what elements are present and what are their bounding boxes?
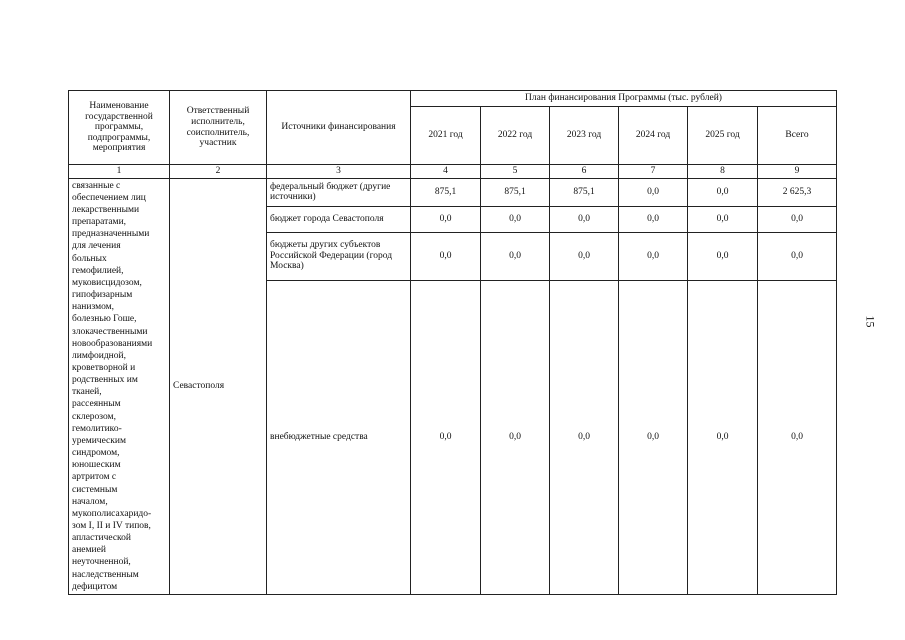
financing-plan-table: [68, 90, 837, 595]
header-responsible: Ответственный исполнитель, соисполнитель, участник: [170, 91, 267, 165]
program-name-line: лекарственными: [72, 204, 140, 215]
column-number: 8: [688, 165, 758, 179]
program-name-line: апластической: [72, 533, 131, 544]
value-cell: 0,0: [688, 232, 758, 280]
program-name-line: для лечения: [72, 241, 121, 252]
program-name-line: больных: [72, 253, 107, 264]
program-name-line: злокачественными: [72, 326, 148, 337]
column-number: 4: [411, 165, 481, 179]
program-name-line: родственных им: [72, 375, 138, 386]
page-number: 15: [863, 315, 878, 328]
program-name-line: предназначенными: [72, 229, 150, 240]
program-name-line: уремическим: [72, 435, 126, 446]
funding-source-cell: внебюджетные средства: [267, 280, 411, 594]
value-cell: 0,0: [550, 232, 619, 280]
value-cell: 0,0: [481, 280, 550, 594]
program-name-line: муковисцидозом,: [72, 277, 142, 288]
column-number: 2: [170, 165, 267, 179]
program-name-line: новообразованиями: [72, 338, 153, 349]
program-name-line: гипофизарным: [72, 290, 133, 301]
program-name-line: нанизмом,: [72, 302, 115, 313]
value-cell: 875,1: [411, 178, 481, 206]
funding-source-cell: федеральный бюджет (другие источники): [267, 178, 411, 206]
header-year: 2022 год: [481, 107, 550, 165]
value-cell: 0,0: [688, 178, 758, 206]
value-cell: 0,0: [688, 280, 758, 594]
value-cell: 0,0: [619, 232, 688, 280]
column-number: 5: [481, 165, 550, 179]
header-total: Всего: [758, 107, 837, 165]
program-name-line: кроветворной и: [72, 362, 136, 373]
value-cell: 0,0: [688, 206, 758, 232]
value-cell: 0,0: [411, 232, 481, 280]
program-name-line: гемолитико-: [72, 423, 122, 434]
header-year: 2025 год: [688, 107, 758, 165]
program-name-line: рассеянным: [72, 399, 121, 410]
value-cell: 0,0: [411, 206, 481, 232]
program-name-line: системным: [72, 484, 118, 495]
value-cell: 0,0: [411, 280, 481, 594]
program-name-line: обеспечением лиц: [72, 192, 146, 203]
header-plan-title: План финансирования Программы (тыс. рублей): [411, 91, 837, 107]
column-number: 9: [758, 165, 837, 179]
value-cell: 0,0: [619, 178, 688, 206]
program-name-line: анемией: [72, 545, 106, 556]
column-number: 3: [267, 165, 411, 179]
program-name-line: неуточненной,: [72, 557, 131, 568]
table-row: [69, 178, 837, 206]
program-name-line: синдромом,: [72, 448, 120, 459]
value-cell: 875,1: [481, 178, 550, 206]
program-name-line: гемофилией,: [72, 265, 124, 276]
value-cell: 875,1: [550, 178, 619, 206]
program-name-line: мукополисахаридо-: [72, 508, 152, 519]
program-name-line: зом I, II и IV типов,: [72, 521, 151, 531]
value-cell: 0,0: [550, 206, 619, 232]
value-cell: 0,0: [481, 206, 550, 232]
total-cell: 0,0: [758, 280, 837, 594]
program-name-line: препаратами,: [72, 217, 127, 228]
responsible-cell: Севастополя: [170, 178, 267, 594]
header-year: 2021 год: [411, 107, 481, 165]
program-name-line: юношеским: [72, 460, 121, 471]
value-cell: 0,0: [481, 232, 550, 280]
program-name-line: дефицитом: [72, 581, 118, 592]
funding-source-cell: бюджет города Севастополя: [267, 206, 411, 232]
column-number: 7: [619, 165, 688, 179]
funding-source-cell: бюджеты других субъектов Российской Федерации (город Москва): [267, 232, 411, 280]
value-cell: 0,0: [619, 280, 688, 594]
value-cell: 0,0: [550, 280, 619, 594]
program-name-line: тканей,: [72, 387, 102, 398]
program-name-line: лимфоидной,: [72, 350, 126, 361]
column-number: 1: [69, 165, 170, 179]
header-funding-source: Источники финансирования: [267, 91, 411, 165]
total-cell: 0,0: [758, 232, 837, 280]
program-name-line: склерозом,: [72, 411, 116, 422]
program-name-line: связанные с: [72, 180, 121, 191]
program-name-line: началом,: [72, 496, 108, 507]
program-name-cell: [69, 178, 170, 594]
program-name-line: артритом с: [72, 472, 117, 483]
header-year: 2023 год: [550, 107, 619, 165]
program-name-line: болезнью Гоше,: [72, 314, 137, 325]
header-program-name: Наименование государственной программы, подпрограммы, мероприятия: [69, 91, 170, 165]
column-number: 6: [550, 165, 619, 179]
total-cell: 0,0: [758, 206, 837, 232]
program-name-line: наследственным: [72, 569, 139, 580]
total-cell: 2 625,3: [758, 178, 837, 206]
value-cell: 0,0: [619, 206, 688, 232]
header-year: 2024 год: [619, 107, 688, 165]
